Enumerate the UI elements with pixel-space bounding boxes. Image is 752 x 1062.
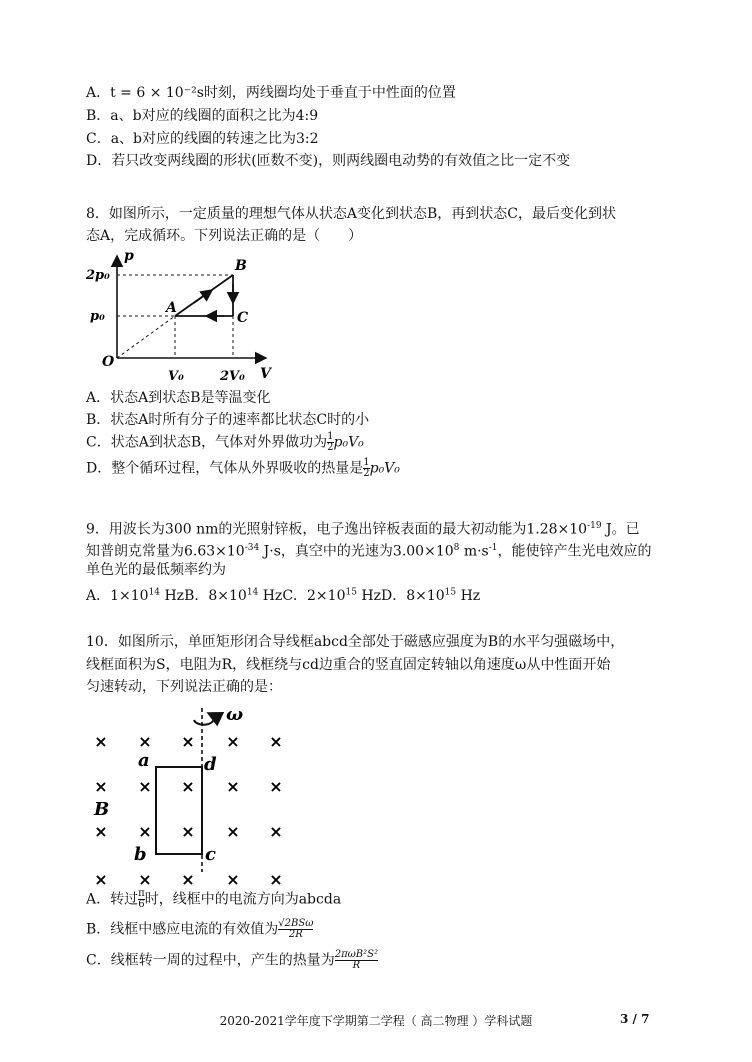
field-cross: × [269, 870, 283, 889]
arrow-ab [194, 290, 212, 303]
fraction-pi-over-6 [138, 889, 145, 910]
q9-option-b-exp: 14 [246, 587, 259, 597]
q8-stem-line2: 态A，完成循环。下列说法正确的是（ ） [86, 228, 363, 244]
pv-diagram [86, 248, 286, 388]
frac-num: √2BSω [278, 918, 314, 929]
state-c-label: C [237, 310, 249, 326]
q9-option-c-unit: Hz [356, 587, 381, 604]
q10-option-a [86, 889, 341, 910]
frac-num: 1 [327, 431, 334, 442]
q10-option-c [86, 950, 378, 971]
frac-den: 2 [327, 442, 334, 453]
q9-option-a [86, 588, 184, 604]
q8-option-b: B．状态A时所有分子的速率都比状态C时的小 [86, 412, 370, 428]
frac-den: R [352, 960, 361, 971]
field-cross: × [94, 870, 108, 889]
q9-line2-tail: ，能使锌产生光电效应的 [497, 543, 652, 560]
q9-option-a-unit: Hz [160, 587, 185, 604]
q9-line2-unit: m·s [459, 543, 489, 560]
q7-option-d: D．若只改变两线圈的形状(匝数不变)，则两线圈电动势的有效值之比一定不变 [86, 153, 571, 169]
corner-d-label: d [204, 754, 217, 775]
q8-option-a: A．状态A到状态B是等温变化 [86, 390, 271, 406]
v-tick-2v0: 2V₀ [220, 369, 245, 384]
frac-den: 2 [363, 468, 370, 479]
frac-num: 2πωB²S² [334, 949, 379, 960]
q8-option-d-text: D．整个循环过程，气体从外界吸收的热量是 [86, 460, 364, 477]
field-cross: × [138, 777, 152, 796]
field-cross: × [226, 870, 240, 889]
q9-exp-1: -19 [587, 521, 602, 531]
rotating-loop-diagram [86, 700, 306, 890]
field-cross: × [138, 822, 152, 841]
q9-option-d-exp: 15 [444, 587, 457, 597]
q8-option-c-value: p₀V₀ [333, 434, 364, 451]
corner-b-label: b [134, 844, 147, 865]
q8-option-c-text: C．状态A到状态B，气体对外界做功为 [86, 434, 328, 451]
field-b-label: B [94, 799, 110, 820]
q7-option-a: A．t = 6 × 10⁻²s时刻，两线圈均处于垂直于中性面的位置 [86, 85, 456, 101]
field-cross: × [269, 777, 283, 796]
p-axis-label: p [124, 248, 134, 264]
q8-option-d-value: p₀V₀ [369, 460, 400, 477]
q9-option-d-unit: Hz [456, 587, 481, 604]
q9-line3: 单色光的最低频率约为 [86, 562, 226, 578]
q9-exp-3: 8 [453, 543, 460, 553]
field-cross: × [181, 822, 195, 841]
q10-option-a-tail: 时，线框中的电流方向为abcda [144, 891, 342, 908]
rectangular-loop [156, 767, 202, 854]
q10-line3: 匀速转动，下列说法正确的是： [86, 679, 282, 695]
field-cross: × [226, 732, 240, 751]
field-cross: × [269, 732, 283, 751]
q9-exp-2: -34 [244, 543, 260, 553]
field-cross: × [226, 777, 240, 796]
field-cross: × [138, 870, 152, 889]
q9-option-d-text: D．8×10 [380, 587, 445, 604]
origin-extension [117, 316, 175, 358]
q9-option-a-text: A．1×10 [86, 587, 149, 604]
frac-den: 2R [288, 929, 303, 940]
q8-option-c [86, 432, 364, 453]
p-tick-p0: p₀ [90, 309, 105, 324]
corner-a-label: a [138, 750, 150, 771]
q9-options [86, 583, 480, 605]
q7-option-c: C．a、b对应的线圈的转速之比为3:2 [86, 131, 319, 147]
q10-line1: 10．如图所示，单匝矩形闭合导线框abcd全部处于磁感应强度为B的水平匀强磁场中， [86, 634, 625, 650]
q9-line1 [86, 517, 640, 539]
field-cross: × [94, 822, 108, 841]
frac-num: 1 [363, 457, 370, 468]
q9-option-b-unit: Hz [258, 587, 283, 604]
field-cross: × [181, 870, 195, 889]
corner-c-label: c [205, 844, 216, 865]
frac-num: π [138, 888, 145, 899]
fraction-effective-current [278, 919, 313, 940]
state-a-label: A [166, 300, 177, 316]
q10-option-a-text: A．转过 [86, 891, 139, 908]
q8-option-d [86, 458, 400, 479]
rotation-arrow-icon [194, 714, 214, 725]
q9-exp-4: -1 [488, 543, 498, 553]
q9-line1-tail: J。已 [601, 521, 640, 538]
q9-line2 [86, 539, 652, 561]
field-cross: × [94, 732, 108, 751]
q10-option-b [86, 919, 313, 940]
q9-option-c-text: C．2×10 [282, 587, 346, 604]
footer-title: 2020-2021学年度下学期第二学程（ 高二物理 ）学科试题 [219, 1014, 533, 1028]
field-cross: × [181, 777, 195, 796]
origin-label: O [102, 354, 115, 370]
field-cross: × [269, 822, 283, 841]
q9-option-b [184, 588, 282, 604]
fraction-heat [335, 950, 378, 971]
q10-option-c-text: C．线框转一周的过程中，产生的热量为 [86, 952, 335, 969]
q10-option-b-text: B．线框中感应电流的有效值为 [86, 921, 279, 938]
q7-option-b: B．a、b对应的线圈的面积之比为4:9 [86, 108, 319, 124]
q9-option-c [282, 588, 381, 604]
field-cross: × [94, 777, 108, 796]
page-number: 3 / 7 [620, 1012, 650, 1026]
field-cross: × [226, 822, 240, 841]
v-tick-v0: V₀ [168, 369, 184, 384]
field-cross: × [138, 732, 152, 751]
q9-line1-text: 9．用波长为300 nm的光照射锌板，电子逸出锌板表面的最大初动能为1.28×10 [86, 521, 588, 538]
q9-line2-mid: J·s，真空中的光速为3.00×10 [259, 543, 454, 560]
q9-option-c-exp: 15 [345, 587, 357, 597]
field-cross: × [181, 732, 195, 751]
q9-line2-text: 知普朗克常量为6.63×10 [86, 543, 245, 560]
q9-option-d [381, 588, 480, 604]
frac-den: 6 [138, 899, 145, 910]
field-crosses [94, 732, 282, 889]
q9-option-b-text: B．8×10 [184, 587, 247, 604]
q8-stem-line1: 8．如图所示，一定质量的理想气体从状态A变化到状态B，再到状态C，最后变化到状 [86, 206, 617, 222]
q9-option-a-exp: 14 [148, 587, 161, 597]
v-axis-label: V [260, 366, 271, 382]
p-tick-2p0: 2p₀ [86, 268, 110, 283]
state-b-label: B [235, 258, 247, 274]
omega-label: ω [226, 704, 244, 725]
q10-line2: 线框面积为S，电阻为R，线框绕与cd边重合的竖直固定转轴以角速度ω从中性面开始 [86, 657, 611, 673]
